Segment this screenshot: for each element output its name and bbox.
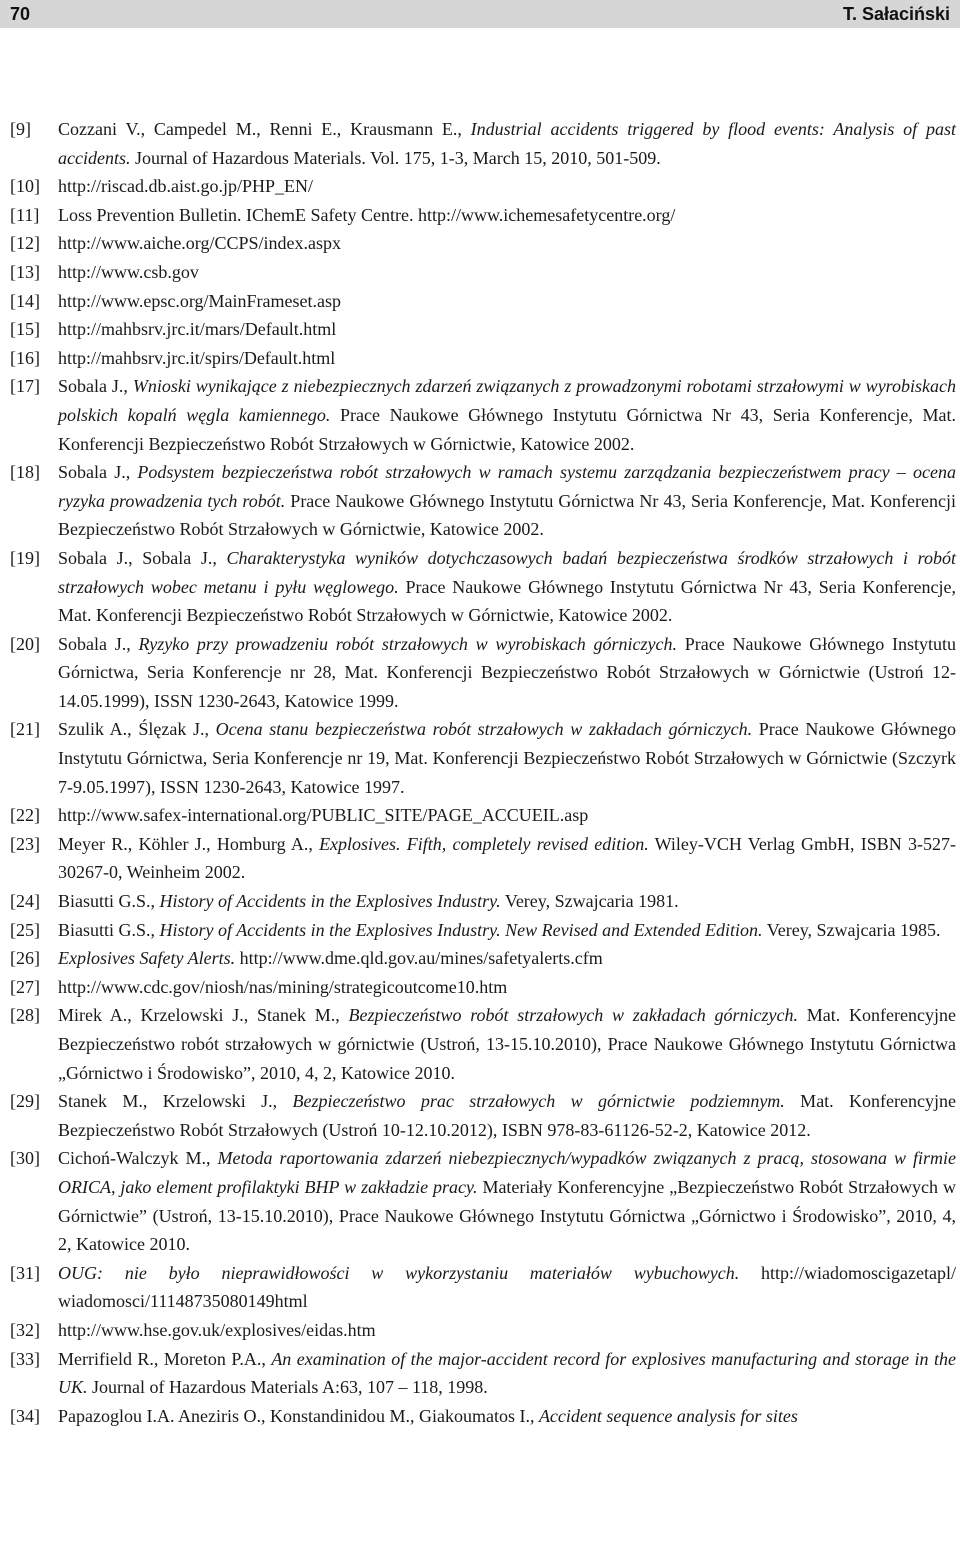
reference-segment: Meyer R., Köhler J., Homburg A., <box>58 833 320 854</box>
reference-item <box>0 1001 960 1087</box>
reference-title: Charakterystyka wyników dotychczasowych badań bezpieczeństwa środków strzałowych i robót strzałowych wobec metanu i pyłu węglowego. <box>58 547 956 597</box>
reference-segment: http://mahbsrv.jrc.it/spirs/Default.html <box>58 347 336 368</box>
reference-item <box>0 973 960 1002</box>
reference-text <box>58 944 956 973</box>
reference-segment: http://riscad.db.aist.go.jp/PHP_EN/ <box>58 176 313 197</box>
reference-item <box>0 258 960 287</box>
reference-item <box>0 172 960 201</box>
running-author: T. Sałaciński <box>842 3 950 24</box>
reference-segment: Prace Naukowe Głównego Instytutu Górnictwa, Seria Konferencje nr 28, Mat. Konferencji Bezpieczeństwo Robót Strzałowych w Górnictwie (Ustroń 12-14.05.1999), ISSN 1230-2643, Katowice 1999. <box>58 633 956 711</box>
reference-text <box>58 172 956 201</box>
reference-segment: Prace Naukowe Głównego Instytutu Górnictwa, Seria Konferencje nr 19, Mat. Konferencji Bezpieczeństwo Robót Strzałowych w Górnictwie (Szczyrk 7-9.05.1997), ISSN 1230-2643, Katowice 1997. <box>58 719 957 797</box>
reference-number: [14] <box>10 290 40 311</box>
reference-segment: Journal of Hazardous Materials. Vol. 175, 1-3, March 15, 2010, 501-509. <box>130 147 661 168</box>
reference-title: Bezpieczeństwo robót strzałowych w zakładach górniczych. <box>348 1005 799 1026</box>
reference-segment: http://www.safex-international.org/PUBLIC_SITE/PAGE_ACCUEIL.asp <box>58 805 589 826</box>
reference-text <box>58 801 956 830</box>
reference-segment: Szulik A., Ślęzak J., <box>58 719 216 740</box>
reference-number: [16] <box>10 347 40 368</box>
reference-text <box>58 916 956 945</box>
reference-text <box>58 1402 956 1431</box>
reference-item <box>0 287 960 316</box>
reference-number: [20] <box>10 633 40 654</box>
reference-segment: Wiley-VCH Verlag GmbH, ISBN 3-527-30267-0, Weinheim 2002. <box>58 833 956 883</box>
reference-item <box>0 115 960 172</box>
reference-number: [33] <box>10 1348 40 1369</box>
reference-text <box>58 372 956 458</box>
reference-text <box>58 544 956 630</box>
reference-segment: Prace Naukowe Głównego Instytutu Górnictwa Nr 43, Seria Konferencje, Mat. Konferencji Bezpieczeństwo Robót Strzałowych w Górnictwie, Katowice 2002. <box>58 404 956 454</box>
reference-title: Ocena stanu bezpieczeństwa robót strzałowych w zakładach górniczych. <box>215 719 753 740</box>
reference-title: Explosives. Fifth, completely revised edition. <box>319 833 649 854</box>
reference-text <box>58 1144 956 1258</box>
reference-text <box>58 458 956 544</box>
reference-title: Bezpieczeństwo prac strzałowych w górnictwie podziemnym. <box>292 1091 785 1112</box>
reference-segment: Biasutti G.S., <box>58 919 160 940</box>
reference-title: Metoda raportowania zdarzeń niebezpiecznych/wypadków związanych z pracą, stosowana w firmie ORICA, jako element profilaktyki BHP w zakładzie pracy. <box>58 1148 956 1197</box>
reference-item <box>0 1259 960 1316</box>
reference-item <box>0 944 960 973</box>
reference-text <box>58 715 956 801</box>
reference-item <box>0 830 960 887</box>
reference-title: Explosives Safety Alerts. <box>58 948 236 969</box>
reference-number: [34] <box>10 1405 40 1426</box>
reference-number: [26] <box>10 948 40 969</box>
reference-segment: Loss Prevention Bulletin. IChemE Safety Centre. http://www.ichemesafetycentre.org/ <box>58 204 676 225</box>
reference-text <box>58 201 956 230</box>
reference-text <box>58 344 956 373</box>
reference-number: [11] <box>10 204 40 225</box>
reference-text <box>58 1345 956 1402</box>
reference-text <box>58 630 956 716</box>
reference-text <box>58 258 956 287</box>
reference-segment: Sobala J., <box>58 376 133 397</box>
reference-segment: http://www.cdc.gov/niosh/nas/mining/strategicoutcome10.htm <box>58 976 508 997</box>
reference-text <box>58 830 956 887</box>
reference-text <box>58 973 956 1002</box>
reference-number: [15] <box>10 319 40 340</box>
reference-item <box>0 315 960 344</box>
reference-number: [27] <box>10 976 40 997</box>
reference-item <box>0 1402 960 1431</box>
reference-item <box>0 715 960 801</box>
reference-number: [12] <box>10 233 40 254</box>
reference-number: [13] <box>10 261 40 282</box>
reference-text <box>58 229 956 258</box>
reference-segment: Stanek M., Krzelowski J., <box>58 1091 293 1112</box>
reference-number: [32] <box>10 1319 40 1340</box>
reference-segment: Sobala J., <box>58 633 139 654</box>
reference-segment: Verey, Szwajcaria 1985. <box>762 919 941 940</box>
reference-item <box>0 887 960 916</box>
reference-segment: Journal of Hazardous Materials A:63, 107 – 118, 1998. <box>87 1377 488 1398</box>
reference-segment: http://wiadomoscigazetapl/ wiadomosci/11148735080149html <box>58 1262 956 1312</box>
reference-title: Accident sequence analysis for sites <box>538 1405 798 1426</box>
reference-title: OUG: nie było nieprawidłowości w wykorzystaniu materiałów wybuchowych. <box>58 1262 740 1283</box>
reference-segment: http://www.hse.gov.uk/explosives/eidas.htm <box>58 1319 376 1340</box>
reference-segment: http://mahbsrv.jrc.it/mars/Default.html <box>58 319 337 340</box>
reference-item <box>0 372 960 458</box>
reference-number: [22] <box>10 805 40 826</box>
reference-number: [17] <box>10 376 40 397</box>
reference-item <box>0 630 960 716</box>
reference-number: [10] <box>10 176 40 197</box>
reference-number: [30] <box>10 1148 40 1169</box>
reference-segment: http://www.aiche.org/CCPS/index.aspx <box>58 233 341 254</box>
reference-item <box>0 916 960 945</box>
reference-number: [24] <box>10 891 40 912</box>
reference-text <box>58 1259 956 1316</box>
reference-segment: Prace Naukowe Głównego Instytutu Górnictwa Nr 43, Seria Konferencje, Mat. Konferencji Bezpieczeństwo Robót Strzałowych w Górnictwie, Katowice 2002. <box>58 576 956 626</box>
reference-segment: http://www.dme.qld.gov.au/mines/safetyalerts.cfm <box>235 948 603 969</box>
reference-item <box>0 544 960 630</box>
reference-title: History of Accidents in the Explosives Industry. <box>159 891 501 912</box>
reference-text <box>58 315 956 344</box>
reference-text <box>58 287 956 316</box>
reference-segment: Mirek A., Krzelowski J., Stanek M., <box>58 1005 349 1026</box>
reference-title: Wnioski wynikające z niebezpiecznych zdarzeń związanych z prowadzonymi robotami strzałowymi w wyrobiskach polskich kopalń węgla kamiennego. <box>58 376 956 425</box>
reference-item <box>0 229 960 258</box>
reference-segment: Verey, Szwajcaria 1981. <box>500 891 679 912</box>
reference-segment: Biasutti G.S., <box>58 891 160 912</box>
running-header <box>0 0 960 28</box>
reference-number: [29] <box>10 1091 40 1112</box>
reference-number: [18] <box>10 462 40 483</box>
reference-item <box>0 201 960 230</box>
reference-number: [21] <box>10 719 40 740</box>
reference-number: [28] <box>10 1005 40 1026</box>
reference-list <box>0 115 960 1430</box>
reference-text <box>58 887 956 916</box>
reference-segment: Papazoglou I.A. Aneziris O., Konstandinidou M., Giakoumatos I., <box>58 1405 539 1426</box>
reference-item <box>0 801 960 830</box>
reference-title: Podsystem bezpieczeństwa robót strzałowych w ramach systemu zarządzania bezpieczeństwem pracy – ocena ryzyka prowadzenia tych robót. <box>58 462 956 511</box>
reference-title: History of Accidents in the Explosives Industry. New Revised and Extended Edition. <box>159 919 763 940</box>
reference-text <box>58 115 956 172</box>
reference-number: [23] <box>10 833 40 854</box>
reference-text <box>58 1087 956 1144</box>
reference-title: An examination of the major-accident record for explosives manufacturing and storage in the UK. <box>58 1348 956 1398</box>
reference-item <box>0 1345 960 1402</box>
reference-segment: Cichoń-Walczyk M., <box>58 1148 218 1169</box>
reference-segment: Merrifield R., Moreton P.A., <box>58 1348 272 1369</box>
reference-segment: Cozzani V., Campedel M., Renni E., Krausmann E., <box>58 119 471 139</box>
reference-segment: http://www.epsc.org/MainFrameset.asp <box>58 290 341 311</box>
reference-item <box>0 458 960 544</box>
reference-segment: Sobala J., <box>58 462 138 483</box>
reference-item <box>0 344 960 373</box>
reference-number: [19] <box>10 547 40 568</box>
reference-segment: http://www.csb.gov <box>58 261 199 282</box>
reference-segment: Mat. Konferencyjne Bezpieczeństwo Robót Strzałowych (Ustroń 10-12.10.2012), ISBN 978-83-61126-52-2, Katowice 2012. <box>58 1091 957 1140</box>
reference-number: [31] <box>10 1262 40 1283</box>
reference-text <box>58 1316 956 1345</box>
reference-item <box>0 1087 960 1144</box>
reference-segment: Sobala J., Sobala J., <box>58 547 227 568</box>
reference-title: Industrial accidents triggered by flood events: Analysis of past accidents. <box>58 119 956 168</box>
reference-number: [25] <box>10 919 40 940</box>
reference-text <box>58 1001 956 1087</box>
reference-segment: Mat. Konferencyjne Bezpieczeństwo robót strzałowych w górnictwie (Ustroń, 13-15.10.2010), Prace Naukowe Głównego Instytutu Górnictwa „Górnictwo i Środowisko”, 2010, 4, 2, Katowice 2010. <box>58 1005 956 1083</box>
page-number: 70 <box>10 3 31 24</box>
reference-item <box>0 1144 960 1258</box>
reference-item <box>0 1316 960 1345</box>
reference-title: Ryzyko przy prowadzeniu robót strzałowych w wyrobiskach górniczych. <box>138 633 677 654</box>
reference-segment: Materiały Konferencyjne „Bezpieczeństwo Robót Strzałowych w Górnictwie” (Ustroń, 13-15.10.2010), Prace Naukowe Głównego Instytutu Górnictwa „Górnictwo i Środowisko”, 2010, 4, 2, Katowice 2010. <box>58 1176 956 1255</box>
reference-number: [9] <box>10 119 31 139</box>
reference-segment: Prace Naukowe Głównego Instytutu Górnictwa Nr 43, Seria Konferencje, Mat. Konferencji Bezpieczeństwo Robót Strzałowych w Górnictwie, Katowice 2002. <box>58 490 956 540</box>
